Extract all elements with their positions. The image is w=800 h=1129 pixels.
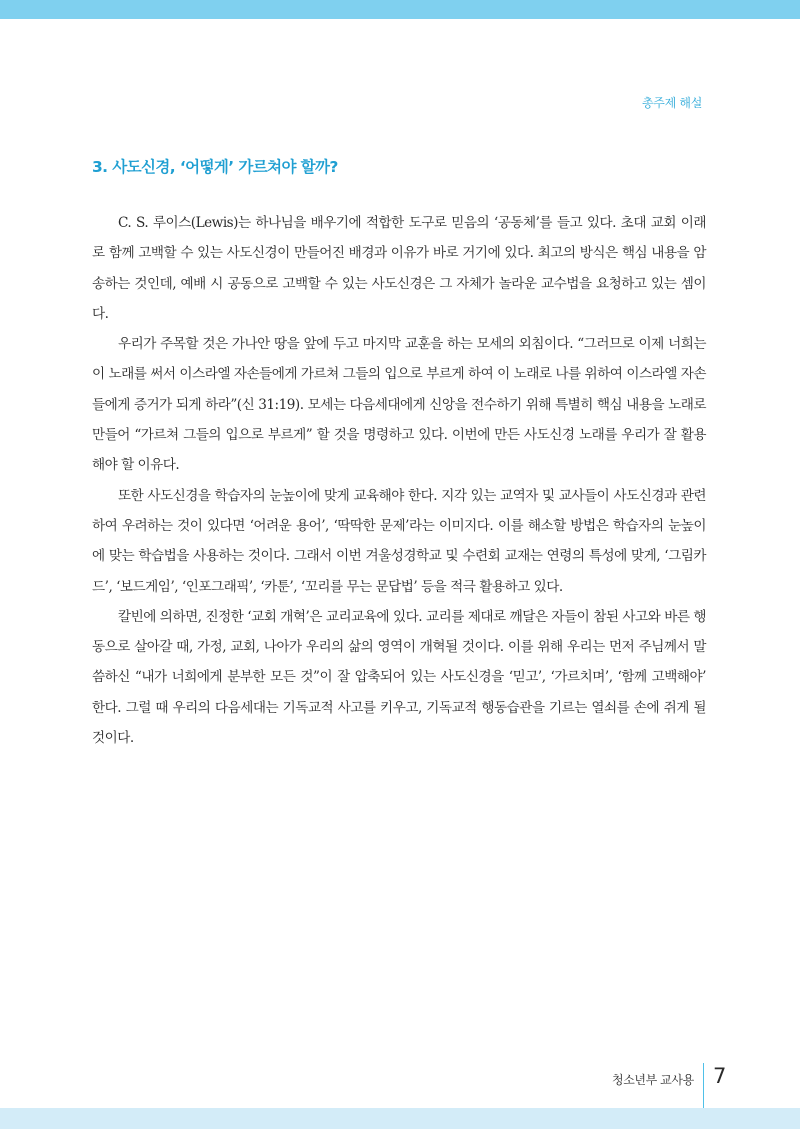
footer-book-label: 청소년부 교사용: [612, 1073, 694, 1087]
paragraph-3: 또한 사도신경을 학습자의 눈높이에 맞게 교육해야 한다. 지각 있는 교역자 및 교사들이 사도신경과 관련하여 우려하는 것이 있다면 ‘어려운 용어’, ‘딱딱한 문제’라는 이미지다. 이를 해소할 방법은 학습자의 눈높이에 맞는 학습법을 사용하는 것이다. 그래서 이번 겨울성경학교 및 수련회 교재는 연령의 특성에 맞게, ‘그림카드’, ‘보드게임’, ‘인포그래픽’, ‘카툰’, ‘꼬리를 무는 문답법’ 등을 적극 활용하고 있다.: [92, 487, 706, 595]
body-text: [92, 208, 706, 753]
bottom-color-bar: [0, 1108, 800, 1129]
page-number: 7: [713, 1064, 727, 1088]
section-heading: 3. 사도신경, ‘어떻게’ 가르쳐야 할까?: [92, 158, 338, 176]
paragraph-4: 칼빈에 의하면, 진정한 ‘교회 개혁’은 교리교육에 있다. 교리를 제대로 깨달은 자들이 참된 사고와 바른 행동으로 살아갈 때, 가정, 교회, 나아가 우리의 삶의 영역이 개혁될 것이다. 이를 위해 우리는 먼저 주님께서 말씀하신 “내가 너희에게 분부한 모든 것”이 잘 압축되어 있는 사도신경을 ‘믿고’, ‘가르치며’, ‘함께 고백해야’ 한다. 그럴 때 우리의 다음세대는 기독교적 사고를 키우고, 기독교적 행동습관을 기르는 열쇠를 손에 쥐게 될 것이다.: [92, 608, 706, 747]
paragraph-1: C. S. 루이스(Lewis)는 하나님을 배우기에 적합한 도구로 믿음의 ‘공동체’를 들고 있다. 초대 교회 이래로 함께 고백할 수 있는 사도신경이 만들어진 배경과 이유가 바로 거기에 있다. 최고의 방식은 핵심 내용을 암송하는 것인데, 예배 시 공동으로 고백할 수 있는 사도신경은 그 자체가 놀라운 교수법을 요청하고 있는 셈이다.: [92, 215, 706, 322]
top-color-bar: [0, 0, 800, 19]
running-header-label: 총주제 해설: [642, 96, 702, 110]
paragraph-2: 우리가 주목할 것은 가나안 땅을 앞에 두고 마지막 교훈을 하는 모세의 외침이다. “그러므로 이제 너희는 이 노래를 써서 이스라엘 자손들에게 가르쳐 그들의 입으로 부르게 하여 이 노래로 나를 위하여 이스라엘 자손들에게 증거가 되게 하라”(신 31:19). 모세는 다음세대에게 신앙을 전수하기 위해 특별히 핵심 내용을 노래로 만들어 “가르쳐 그들의 입으로 부르게” 할 것을 명령하고 있다. 이번에 만든 사도신경 노래를 우리가 잘 활용해야 할 이유다.: [92, 336, 706, 474]
